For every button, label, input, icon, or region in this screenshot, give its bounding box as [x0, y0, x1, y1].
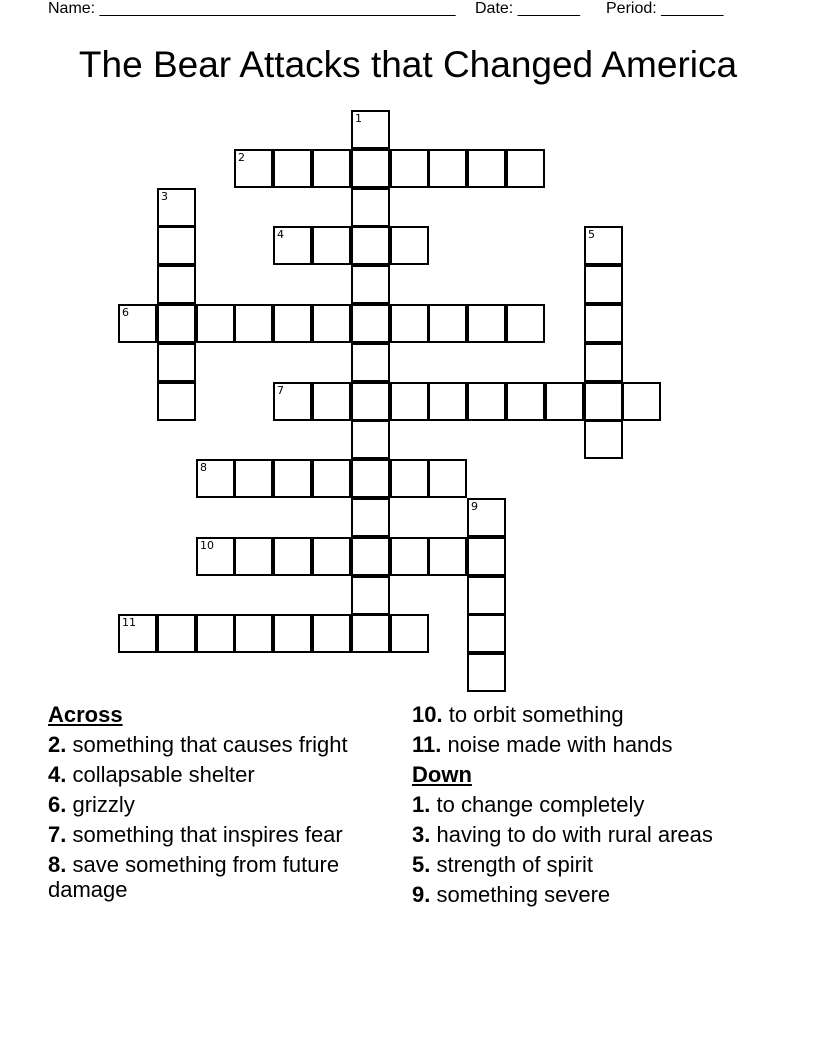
grid-cell[interactable]	[584, 226, 623, 265]
grid-cell[interactable]	[467, 304, 506, 343]
grid-cell[interactable]	[234, 459, 273, 498]
grid-cell[interactable]	[622, 382, 661, 421]
grid-cell[interactable]	[157, 226, 196, 265]
grid-cell[interactable]	[584, 265, 623, 304]
clue-number: 11	[122, 616, 136, 629]
grid-cell[interactable]	[584, 304, 623, 343]
grid-cell[interactable]	[351, 188, 390, 227]
grid-cell[interactable]	[351, 343, 390, 382]
grid-cell[interactable]	[467, 149, 506, 188]
down-heading: Down	[412, 762, 472, 787]
grid-cell[interactable]	[196, 614, 235, 653]
grid-cell[interactable]	[273, 382, 312, 421]
date-field[interactable]: Date: _______	[475, 0, 580, 17]
clue-across-4: 4. collapsable shelter	[48, 762, 255, 787]
clues-left-column	[48, 702, 368, 907]
grid-cell[interactable]	[273, 304, 312, 343]
grid-cell[interactable]	[273, 459, 312, 498]
grid-cell[interactable]	[467, 576, 506, 615]
grid-cell[interactable]	[234, 614, 273, 653]
grid-cell[interactable]	[351, 226, 390, 265]
grid-cell[interactable]	[351, 420, 390, 459]
grid-cell[interactable]	[351, 576, 390, 615]
grid-cell[interactable]	[157, 614, 196, 653]
period-field[interactable]: Period: _______	[606, 0, 724, 17]
grid-cell[interactable]	[351, 304, 390, 343]
clue-across-11: 11. noise made with hands	[412, 732, 673, 757]
grid-cell[interactable]	[312, 304, 351, 343]
grid-cell[interactable]	[118, 614, 157, 653]
clue-number: 6	[122, 306, 129, 319]
grid-cell[interactable]	[390, 226, 429, 265]
clue-down-9: 9. something severe	[412, 882, 611, 907]
clue-number: 2	[238, 151, 245, 164]
grid-cell[interactable]	[273, 226, 312, 265]
grid-cell[interactable]	[351, 265, 390, 304]
grid-cell[interactable]	[428, 149, 467, 188]
grid-cell[interactable]	[467, 382, 506, 421]
grid-cell[interactable]	[312, 226, 351, 265]
grid-cell[interactable]	[428, 537, 467, 576]
grid-cell[interactable]	[428, 459, 467, 498]
grid-cell[interactable]	[351, 382, 390, 421]
clue-number: 5	[588, 228, 595, 241]
grid-cell[interactable]	[390, 459, 429, 498]
grid-cell[interactable]	[234, 537, 273, 576]
grid-cell[interactable]	[273, 614, 312, 653]
grid-cell[interactable]	[467, 537, 506, 576]
grid-cell[interactable]	[390, 149, 429, 188]
clue-number: 7	[277, 384, 284, 397]
grid-cell[interactable]	[467, 614, 506, 653]
grid-cell[interactable]	[584, 382, 623, 421]
clue-across-8: 8. save something from future damage	[48, 852, 340, 902]
grid-cell[interactable]	[312, 382, 351, 421]
grid-cell[interactable]	[467, 498, 506, 537]
grid-cell[interactable]	[506, 382, 545, 421]
grid-cell[interactable]	[157, 188, 196, 227]
grid-cell[interactable]	[390, 537, 429, 576]
grid-cell[interactable]	[351, 614, 390, 653]
clue-down-3: 3. having to do with rural areas	[412, 822, 713, 847]
grid-cell[interactable]	[390, 614, 429, 653]
clue-across-7: 7. something that inspires fear	[48, 822, 343, 847]
clue-across-10: 10. to orbit something	[412, 702, 624, 727]
clue-across-2: 2. something that causes fright	[48, 732, 348, 757]
clue-number: 1	[355, 112, 362, 125]
clue-down-5: 5. strength of spirit	[412, 852, 593, 877]
grid-cell[interactable]	[234, 304, 273, 343]
clue-number: 10	[200, 539, 214, 552]
grid-cell[interactable]	[118, 304, 157, 343]
clue-number: 4	[277, 228, 284, 241]
grid-cell[interactable]	[312, 614, 351, 653]
grid-cell[interactable]	[157, 343, 196, 382]
grid-cell[interactable]	[196, 304, 235, 343]
across-heading: Across	[48, 702, 123, 727]
grid-cell[interactable]	[196, 537, 235, 576]
grid-cell[interactable]	[584, 343, 623, 382]
grid-cell[interactable]	[273, 149, 312, 188]
name-field[interactable]: Name: ________________________________________	[48, 0, 456, 17]
grid-cell[interactable]	[506, 149, 545, 188]
grid-cell[interactable]	[351, 149, 390, 188]
grid-cell[interactable]	[390, 304, 429, 343]
grid-cell[interactable]	[312, 537, 351, 576]
clue-number: 8	[200, 461, 207, 474]
clue-down-1: 1. to change completely	[412, 792, 645, 817]
grid-cell[interactable]	[234, 149, 273, 188]
grid-cell[interactable]	[157, 304, 196, 343]
grid-cell[interactable]	[545, 382, 584, 421]
puzzle-title: The Bear Attacks that Changed America	[78, 44, 738, 85]
clue-across-6: 6. grizzly	[48, 792, 135, 817]
grid-cell[interactable]	[157, 382, 196, 421]
clue-number: 9	[471, 500, 478, 513]
grid-cell[interactable]	[351, 537, 390, 576]
grid-cell[interactable]	[467, 653, 506, 692]
clues-right-column	[412, 702, 752, 912]
grid-cell[interactable]	[312, 459, 351, 498]
grid-cell[interactable]	[273, 537, 312, 576]
grid-cell[interactable]	[428, 382, 467, 421]
grid-cell[interactable]	[351, 498, 390, 537]
grid-cell[interactable]	[584, 420, 623, 459]
grid-cell[interactable]	[390, 382, 429, 421]
grid-cell[interactable]	[157, 265, 196, 304]
grid-cell[interactable]	[196, 459, 235, 498]
grid-cell[interactable]	[351, 110, 390, 149]
clue-number: 3	[161, 190, 168, 203]
grid-cell[interactable]	[506, 304, 545, 343]
grid-cell[interactable]	[351, 459, 390, 498]
grid-cell[interactable]	[312, 149, 351, 188]
grid-cell[interactable]	[428, 304, 467, 343]
